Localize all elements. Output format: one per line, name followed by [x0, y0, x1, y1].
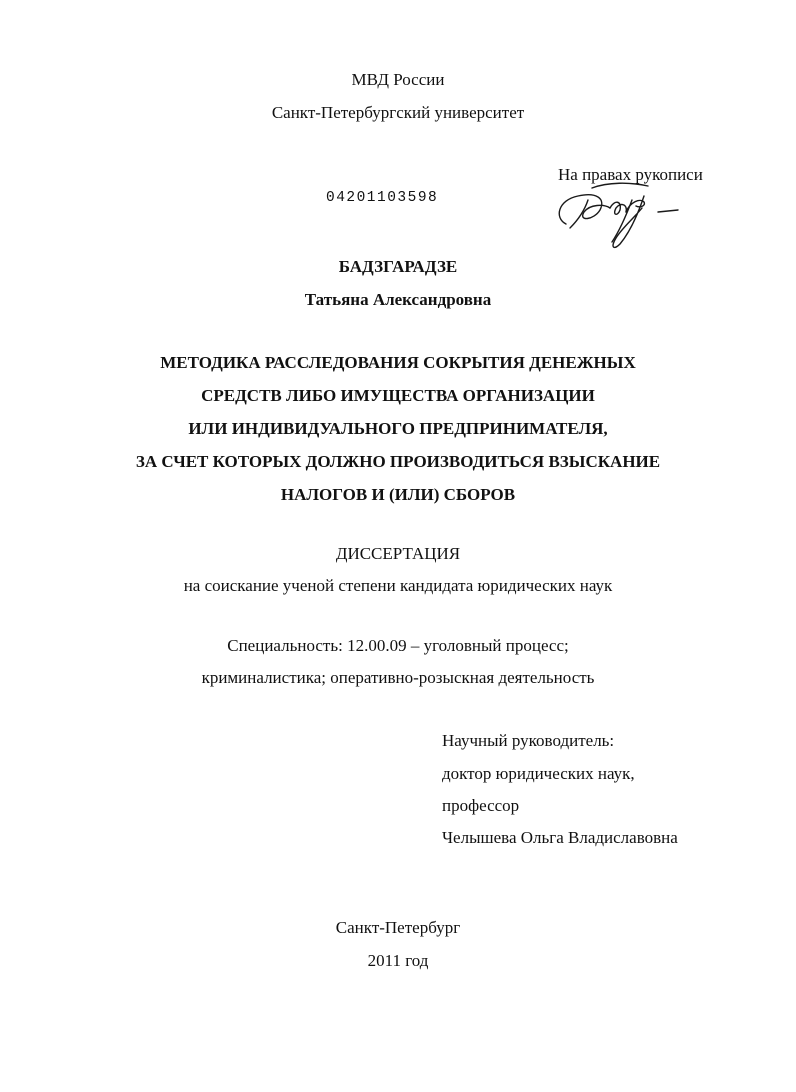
work-type: ДИССЕРТАЦИЯ — [335, 544, 461, 563]
signature-stroke — [570, 200, 588, 228]
manuscript-note: На правах рукописи — [558, 165, 703, 184]
ministry-name: МВД России — [351, 70, 445, 89]
title-line: НАЛОГОВ И (ИЛИ) СБОРОВ — [280, 485, 516, 504]
title-line: СРЕДСТВ ЛИБО ИМУЩЕСТВА ОРГАНИЗАЦИИ — [201, 386, 595, 405]
supervisor-name: Челышева Ольга Владиславовна — [442, 828, 678, 847]
specialty-line: Специальность: 12.00.09 – уголовный процесс; — [227, 636, 569, 655]
signature-stroke — [612, 200, 632, 242]
title-line: МЕТОДИКА РАССЛЕДОВАНИЯ СОКРЫТИЯ ДЕНЕЖНЫХ — [160, 353, 636, 372]
title-line: ЗА СЧЕТ КОТОРЫХ ДОЛЖНО ПРОИЗВОДИТЬСЯ ВЗЫСКАНИЕ — [135, 452, 661, 471]
signature-stroke — [610, 202, 626, 214]
author-surname: БАДЗГАРАДЗЕ — [338, 257, 458, 276]
title-line: ИЛИ ИНДИВИДУАЛЬНОГО ПРЕДПРИНИМАТЕЛЯ, — [188, 419, 608, 438]
city: Санкт-Петербург — [335, 918, 461, 937]
supervisor-degree: доктор юридических наук, — [442, 764, 635, 783]
signature-stroke — [613, 196, 644, 247]
specialty-line: криминалистика; оперативно-розыскная деятельность — [201, 668, 595, 687]
degree-line: на соискание ученой степени кандидата юридических наук — [183, 576, 613, 595]
supervisor-rank: профессор — [442, 796, 520, 815]
catalog-number: 04201103598 — [326, 190, 439, 206]
supervisor-label: Научный руководитель: — [442, 731, 615, 750]
signature-image — [548, 178, 688, 258]
year: 2011 год — [367, 951, 429, 970]
author-name: Татьяна Александровна — [304, 290, 492, 309]
university-name: Санкт-Петербургский университет — [271, 103, 525, 122]
signature-stroke — [592, 183, 648, 188]
signature-stroke — [658, 210, 678, 212]
